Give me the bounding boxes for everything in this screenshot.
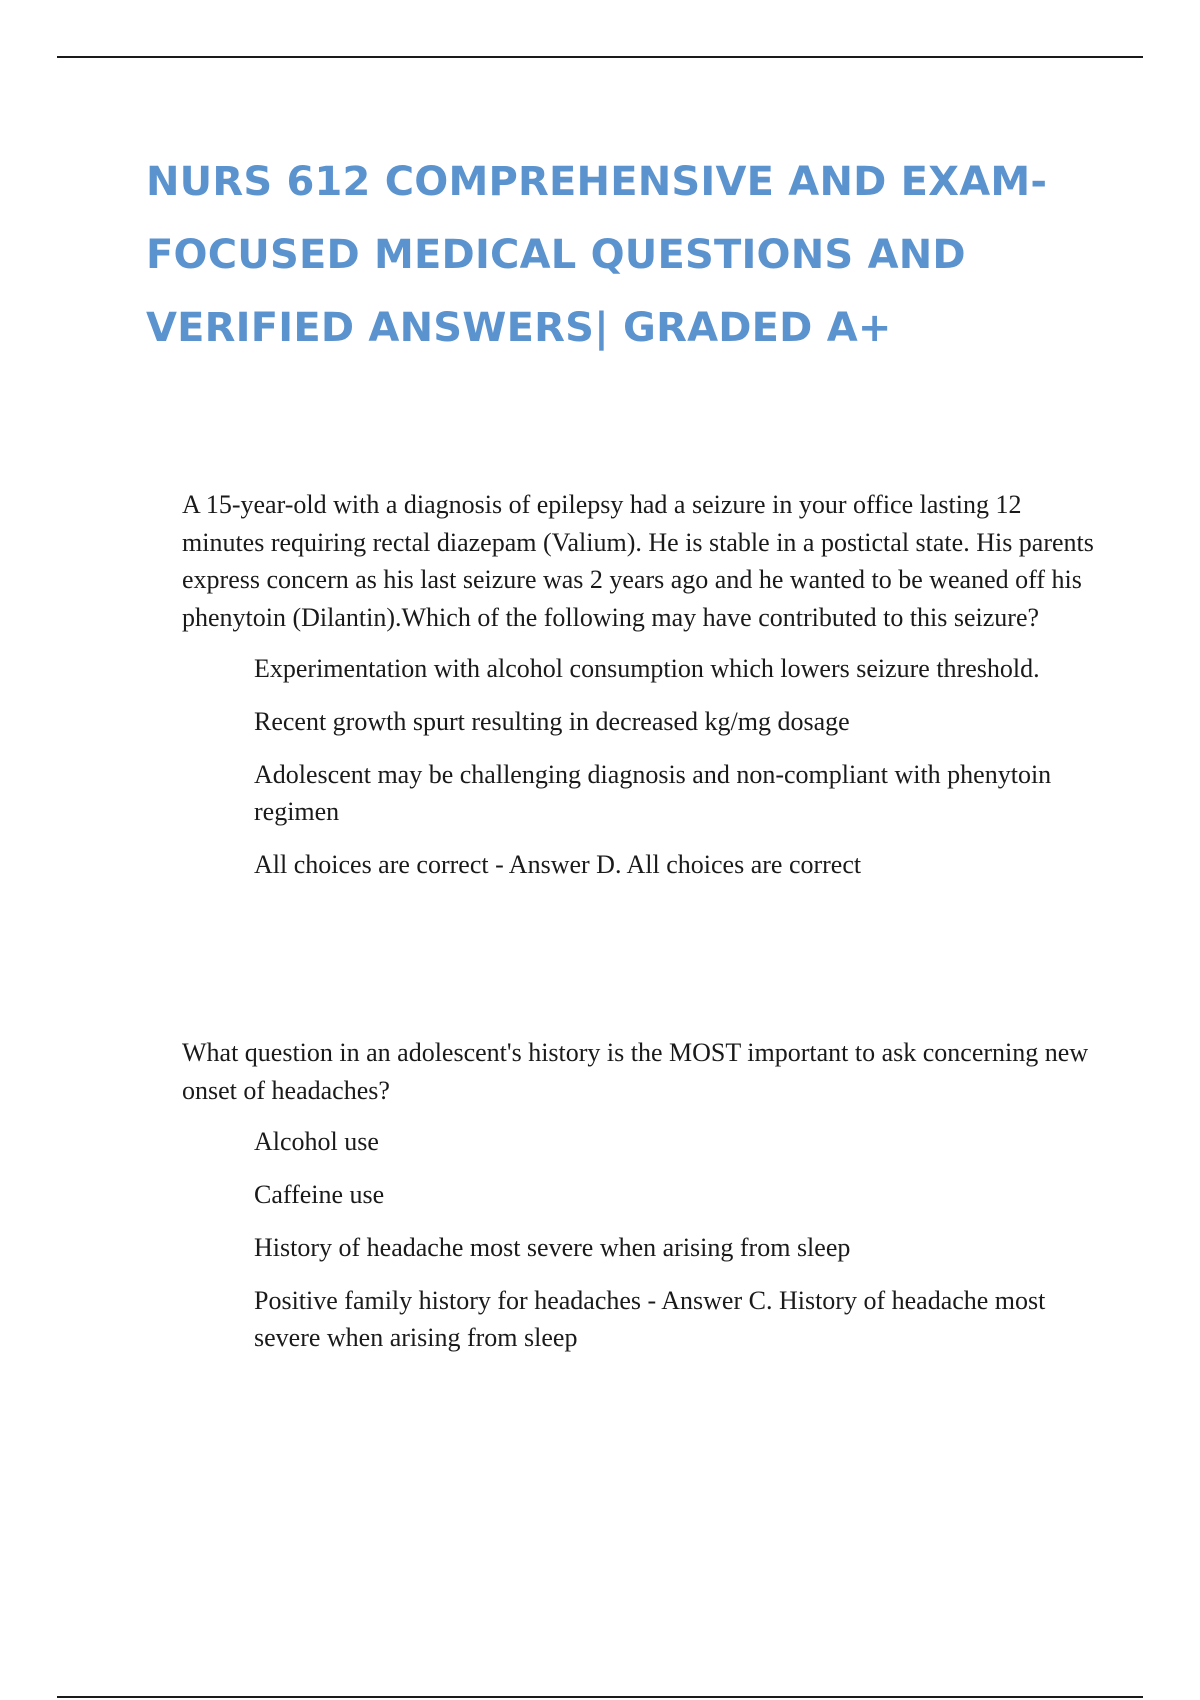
question-1-options bbox=[182, 650, 1102, 883]
question-2-option-b: Caffeine use bbox=[254, 1180, 385, 1209]
question-2-text: What question in an adolescent's history is the MOST important to ask concerning new onset of headaches? bbox=[182, 1038, 1089, 1105]
question-1-text: A 15-year-old with a diagnosis of epilepsy had a seizure in your office lasting 12 minutes requiring rectal diazepam (Valium). He is stable in a postictal state. His parents express concern as his last seizure was 2 years ago and he wanted to be weaned off his phenytoin (Dilantin).Which of the following may have contributed to this seizure? bbox=[182, 490, 1094, 632]
question-1-option-b: Recent growth spurt resulting in decreased kg/mg dosage bbox=[254, 707, 850, 736]
question-1-option-c: Adolescent may be challenging diagnosis and non-compliant with phenytoin regimen bbox=[254, 760, 1052, 826]
question-2 bbox=[182, 1034, 1102, 1372]
question-1-option-d: All choices are correct - Answer D. All choices are correct bbox=[254, 850, 862, 879]
bottom-rule bbox=[57, 1696, 1143, 1698]
question-2-option-d: Positive family history for headaches - Answer C. History of headache most severe when arising from sleep bbox=[254, 1286, 1046, 1352]
question-2-option-c: History of headache most severe when arising from sleep bbox=[254, 1233, 851, 1262]
top-rule bbox=[57, 56, 1143, 58]
question-1 bbox=[182, 486, 1102, 899]
question-2-option-a: Alcohol use bbox=[254, 1127, 379, 1156]
document-title: NURS 612 COMPREHENSIVE AND EXAM-FOCUSED MEDICAL QUESTIONS AND VERIFIED ANSWERS| GRADED A+ bbox=[146, 159, 1048, 351]
question-2-options bbox=[182, 1123, 1102, 1356]
question-1-option-a: Experimentation with alcohol consumption which lowers seizure threshold. bbox=[254, 654, 1040, 683]
